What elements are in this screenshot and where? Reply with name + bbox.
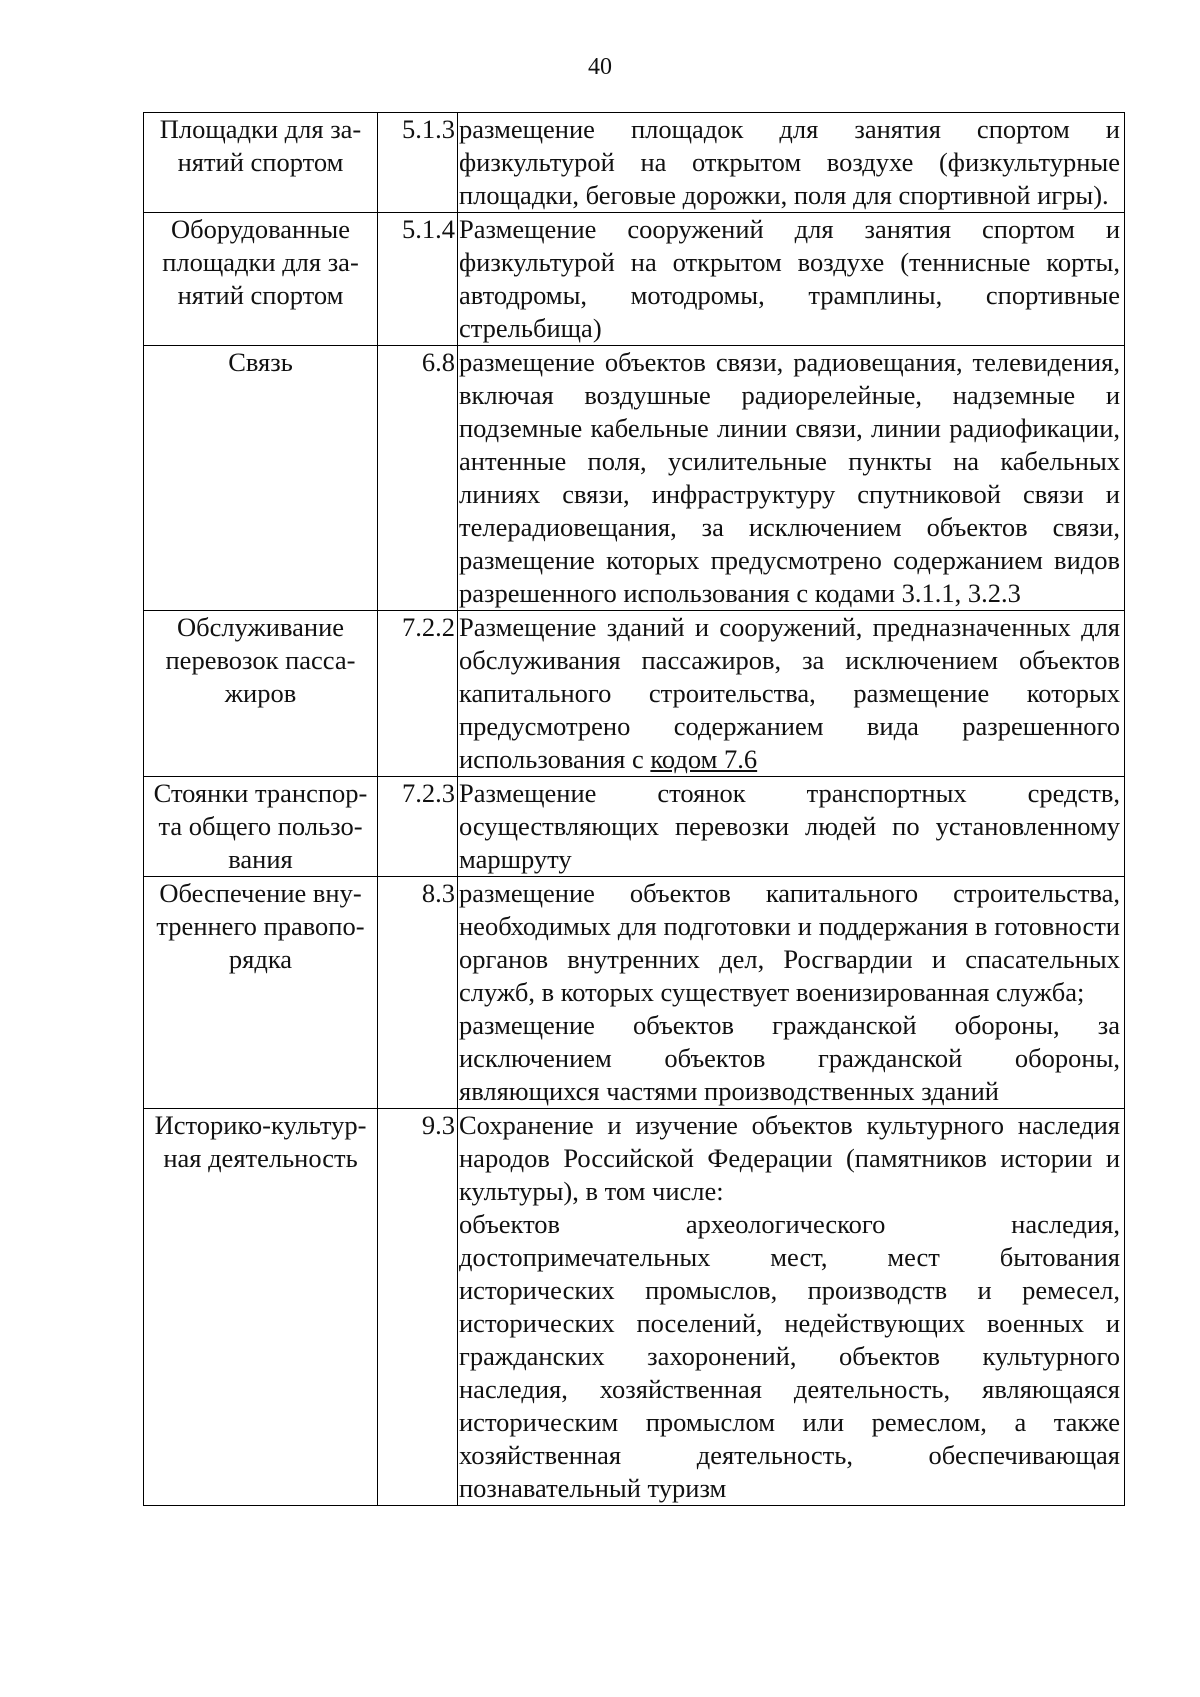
use-description-cell [458,1109,1125,1506]
page-number: 40 [588,54,612,80]
use-name-cell [144,611,378,777]
use-code: 8.3 [421,878,455,908]
use-description: размещение площадок для занятия спортом и физкультурой на открытом воздухе (физкультурные площадки, беговые дорожки, поля для спортивной игры). [459,114,1120,210]
use-description-text: Размещение зданий и сооружений, предназначенных для обслуживания пассажиров, за исключением объектов капитального строительства, размещение которых предусмотрено содержанием вида разрешенного использования с [459,612,1120,774]
use-name: Площадки для за- нятий спортом [159,114,362,177]
use-description-cell [458,346,1125,611]
table-row [144,777,1125,877]
use-name: Историко-культур- ная деятельность [154,1110,367,1173]
use-description-cell [458,877,1125,1109]
use-code-cell [378,611,458,777]
use-name: Оборудованные площадки для за- нятий спортом [162,214,359,310]
use-name-cell [144,113,378,213]
use-description: Размещение сооружений для занятия спортом и физкультурой на открытом воздухе (теннисные корты, автодромы, мотодромы, трамплины, спортивные стрельбища) [459,214,1120,343]
table-row [144,611,1125,777]
use-code-cell [378,1109,458,1506]
use-name-cell [144,877,378,1109]
use-name: Обслуживание перевозок пасса- жиров [165,612,356,708]
table-row [144,213,1125,346]
use-description: объектов археологического наследия, достопримечательных мест, мест бытования исторических промыслов, производств и ремесел, исторических поселений, недействующих военных и гражданских захоронений, объектов культурного наследия, хозяйственная деятельность, являющаяся историческим промыслом или ремеслом, а также хозяйственная деятельность, обеспечивающая познавательный туризм [459,1209,1120,1503]
table-row [144,113,1125,213]
use-code: 5.1.3 [402,114,455,144]
use-description: размещение объектов связи, радиовещания, телевидения, включая воздушные радиорелейные, надземные и подземные кабельные линии связи, линии радиофикации, антенные поля, усилительные пункты на кабельных линиях связи, инфраструктуру спутниковой связи и телерадиовещания, за исключением объектов связи, размещение которых предусмотрено содержанием видов разрешенного использования с кодами 3.1.1, 3.2.3 [459,347,1120,608]
use-description-cell [458,777,1125,877]
table-row [144,877,1125,1109]
code-link[interactable]: кодом 7.6 [650,744,758,774]
table-row [144,1109,1125,1506]
use-name: Стоянки транспор- та общего пользо- вания [153,778,368,874]
use-code-cell [378,346,458,611]
use-code: 9.3 [421,1110,455,1140]
use-code: 7.2.3 [402,778,455,808]
use-code: 6.8 [421,347,455,377]
use-name: Обеспечение вну- треннего правопо- рядка [156,878,365,974]
use-code: 5.1.4 [402,214,455,244]
use-name-cell [144,213,378,346]
use-name-cell [144,777,378,877]
use-description: Сохранение и изучение объектов культурного наследия народов Российской Федерации (памятников истории и культуры), в том числе: [459,1110,1120,1206]
table-row [144,346,1125,611]
use-description: Размещение стоянок транспортных средств, осуществляющих перевозки людей по установленному маршруту [459,778,1120,874]
use-description [459,611,1120,776]
land-use-table [143,112,1125,1506]
use-description: размещение объектов капитального строительства, необходимых для подготовки и поддержания в готовности органов внутренних дел, Росгвардии и спасательных служб, в которых существует военизированная служба; [459,878,1120,1007]
use-code-cell [378,113,458,213]
use-code-cell [378,213,458,346]
use-description: размещение объектов гражданской обороны, за исключением объектов гражданской обороны, являющихся частями производственных зданий [459,1010,1120,1106]
use-name: Связь [228,347,293,377]
use-description-cell [458,213,1125,346]
use-description-cell [458,113,1125,213]
use-name-cell [144,346,378,611]
use-code: 7.2.2 [402,612,455,642]
use-name-cell [144,1109,378,1506]
use-code-cell [378,777,458,877]
use-code-cell [378,877,458,1109]
use-description-cell [458,611,1125,777]
